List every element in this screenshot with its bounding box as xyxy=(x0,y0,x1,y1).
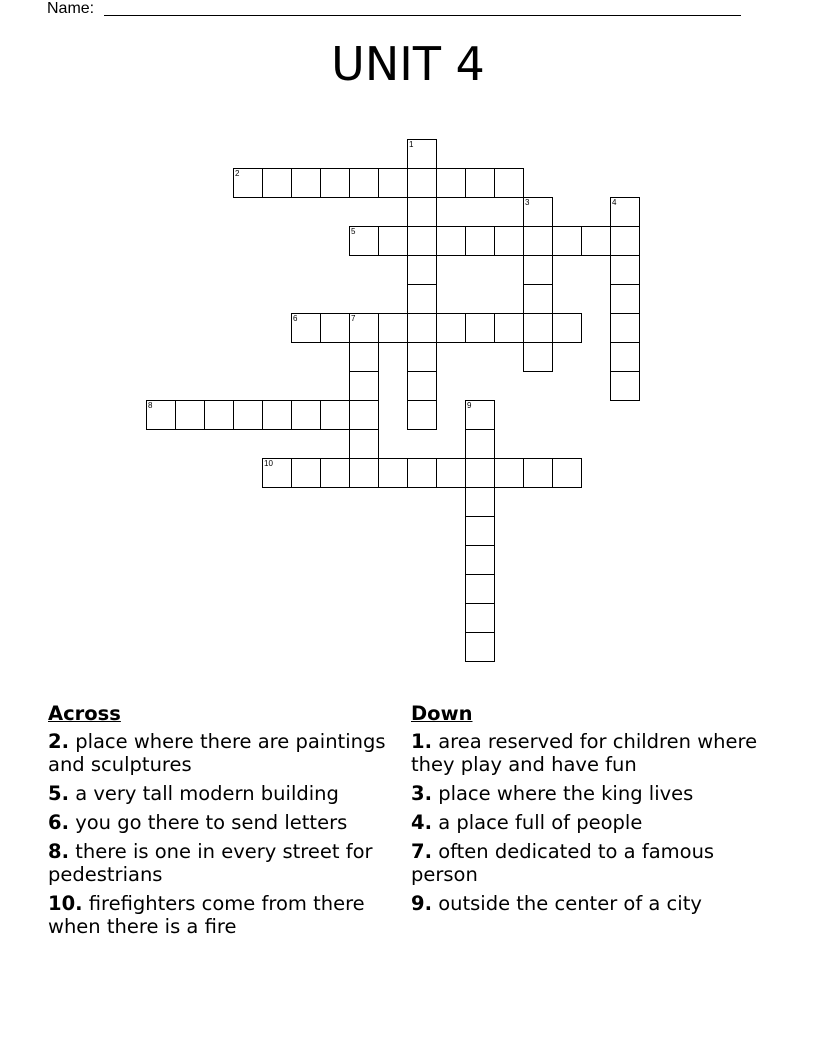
cell-number: 2 xyxy=(235,169,240,178)
clue-text: a place full of people xyxy=(438,811,643,834)
crossword-cell[interactable] xyxy=(465,168,495,198)
down-clue xyxy=(411,730,771,776)
crossword-cell[interactable] xyxy=(407,197,437,227)
down-clues xyxy=(411,702,771,921)
crossword-cell[interactable] xyxy=(610,197,640,227)
across-heading: Across xyxy=(48,702,121,725)
clue-number: 10. xyxy=(48,892,83,915)
name-label: Name: xyxy=(47,0,95,17)
crossword-cell[interactable] xyxy=(436,458,466,488)
crossword-cell[interactable] xyxy=(552,458,582,488)
crossword-cell[interactable] xyxy=(523,226,553,256)
across-clue xyxy=(48,892,388,938)
down-clue xyxy=(411,840,771,886)
crossword-cell[interactable] xyxy=(523,342,553,372)
cell-number: 9 xyxy=(467,401,472,410)
crossword-cell[interactable] xyxy=(349,371,379,401)
clue-text: you go there to send letters xyxy=(75,811,348,834)
clue-text: firefighters come from there when there is a fire xyxy=(48,892,365,938)
crossword-cell[interactable] xyxy=(407,458,437,488)
crossword-cell[interactable] xyxy=(407,400,437,430)
clue-text: there is one in every street for pedestrians xyxy=(48,840,373,886)
down-clue xyxy=(411,782,771,805)
crossword-cell[interactable] xyxy=(523,197,553,227)
crossword-cell[interactable] xyxy=(349,400,379,430)
clue-number: 6. xyxy=(48,811,69,834)
crossword-cell[interactable] xyxy=(552,313,582,343)
crossword-cell[interactable] xyxy=(262,400,292,430)
crossword-cell[interactable] xyxy=(349,313,379,343)
crossword-cell[interactable] xyxy=(494,226,524,256)
crossword-cell[interactable] xyxy=(262,458,292,488)
clue-number: 2. xyxy=(48,730,69,753)
crossword-cell[interactable] xyxy=(291,400,321,430)
crossword-cell[interactable] xyxy=(349,226,379,256)
across-clue xyxy=(48,730,388,776)
crossword-cell[interactable] xyxy=(523,458,553,488)
crossword-cell[interactable] xyxy=(610,284,640,314)
crossword-cell[interactable] xyxy=(407,255,437,285)
cell-number: 4 xyxy=(612,198,617,207)
crossword-cell[interactable] xyxy=(349,342,379,372)
crossword-cell[interactable] xyxy=(378,458,408,488)
clue-text: place where the king lives xyxy=(438,782,694,805)
cell-number: 6 xyxy=(293,314,298,323)
crossword-cell[interactable] xyxy=(291,458,321,488)
clue-number: 5. xyxy=(48,782,69,805)
clue-number: 7. xyxy=(411,840,432,863)
page-title: UNIT 4 xyxy=(331,37,485,91)
down-clue xyxy=(411,892,771,915)
crossword-cell[interactable] xyxy=(465,603,495,633)
crossword-cell[interactable] xyxy=(407,371,437,401)
across-clues xyxy=(48,702,388,944)
crossword-cell[interactable] xyxy=(407,342,437,372)
crossword-cell[interactable] xyxy=(610,226,640,256)
clue-number: 8. xyxy=(48,840,69,863)
crossword-cell[interactable] xyxy=(465,574,495,604)
cell-number: 8 xyxy=(148,401,153,410)
cell-number: 10 xyxy=(264,459,273,468)
cell-number: 3 xyxy=(525,198,530,207)
crossword-cell[interactable] xyxy=(465,458,495,488)
crossword-cell[interactable] xyxy=(436,168,466,198)
crossword-cell[interactable] xyxy=(349,458,379,488)
crossword-cell[interactable] xyxy=(320,313,350,343)
crossword-cell[interactable] xyxy=(407,313,437,343)
clue-number: 4. xyxy=(411,811,432,834)
crossword-cell[interactable] xyxy=(320,168,350,198)
crossword-cell[interactable] xyxy=(465,400,495,430)
crossword-cell[interactable] xyxy=(465,313,495,343)
crossword-cell[interactable] xyxy=(349,429,379,459)
crossword-cell[interactable] xyxy=(523,313,553,343)
crossword-cell[interactable] xyxy=(610,371,640,401)
cell-number: 5 xyxy=(351,227,356,236)
across-clue xyxy=(48,840,388,886)
crossword-cell[interactable] xyxy=(610,313,640,343)
crossword-cell[interactable] xyxy=(233,400,263,430)
crossword-cell[interactable] xyxy=(378,168,408,198)
crossword-cell[interactable] xyxy=(581,226,611,256)
clue-number: 1. xyxy=(411,730,432,753)
crossword-cell[interactable] xyxy=(291,313,321,343)
crossword-cell[interactable] xyxy=(233,168,263,198)
crossword-cell[interactable] xyxy=(610,255,640,285)
crossword-cell[interactable] xyxy=(175,400,205,430)
crossword-cell[interactable] xyxy=(465,516,495,546)
crossword-cell[interactable] xyxy=(610,342,640,372)
crossword-cell[interactable] xyxy=(407,226,437,256)
clue-text: area reserved for children where they play and have fun xyxy=(411,730,758,776)
crossword-cell[interactable] xyxy=(523,255,553,285)
crossword-cell[interactable] xyxy=(291,168,321,198)
clue-number: 9. xyxy=(411,892,432,915)
crossword-cell[interactable] xyxy=(378,313,408,343)
crossword-cell[interactable] xyxy=(349,168,379,198)
crossword-cell[interactable] xyxy=(407,168,437,198)
cell-number: 7 xyxy=(351,314,356,323)
crossword-cell[interactable] xyxy=(262,168,292,198)
crossword-cell[interactable] xyxy=(436,226,466,256)
crossword-cell[interactable] xyxy=(523,284,553,314)
clue-text: a very tall modern building xyxy=(75,782,339,805)
clue-text: place where there are paintings and sculptures xyxy=(48,730,386,776)
crossword-cell[interactable] xyxy=(320,400,350,430)
clue-text: outside the center of a city xyxy=(438,892,702,915)
crossword-cell[interactable] xyxy=(378,226,408,256)
crossword-cell[interactable] xyxy=(320,458,350,488)
crossword-cell[interactable] xyxy=(204,400,234,430)
crossword-cell[interactable] xyxy=(407,139,437,169)
crossword-cell[interactable] xyxy=(465,487,495,517)
clue-number: 3. xyxy=(411,782,432,805)
crossword-cell[interactable] xyxy=(436,313,466,343)
crossword-cell[interactable] xyxy=(465,429,495,459)
crossword-cell[interactable] xyxy=(465,545,495,575)
crossword-cell[interactable] xyxy=(494,313,524,343)
down-heading: Down xyxy=(411,702,473,725)
crossword-cell[interactable] xyxy=(552,226,582,256)
down-clue xyxy=(411,811,771,834)
clue-text: often dedicated to a famous person xyxy=(411,840,715,886)
crossword-cell[interactable] xyxy=(494,168,524,198)
crossword-cell[interactable] xyxy=(465,632,495,662)
crossword-cell[interactable] xyxy=(494,458,524,488)
cell-number: 1 xyxy=(409,140,414,149)
crossword-cell[interactable] xyxy=(465,226,495,256)
crossword-cell[interactable] xyxy=(407,284,437,314)
across-clue xyxy=(48,811,388,834)
across-clue xyxy=(48,782,388,805)
crossword-cell[interactable] xyxy=(146,400,176,430)
